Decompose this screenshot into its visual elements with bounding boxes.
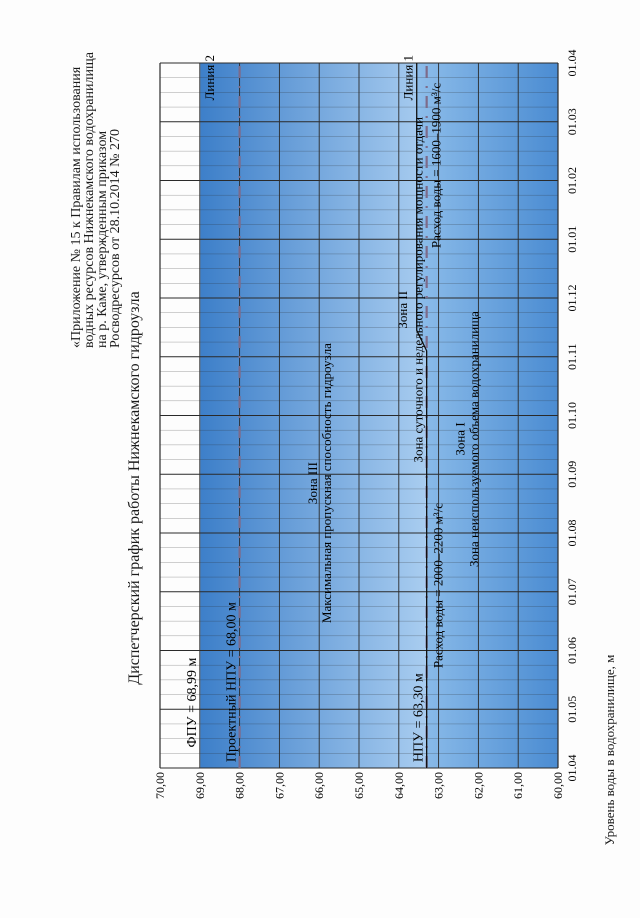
x-tick-label: 01.05 <box>565 695 579 723</box>
x-axis-ticks <box>565 50 579 782</box>
y-tick-label: 62,00 <box>471 772 486 799</box>
zone-1-text: Зона неиспользуемого объема водохранилища <box>466 311 482 567</box>
fpu-label: ФПУ = 68,99 м <box>185 657 201 748</box>
npu-label: НПУ = 63,30 м <box>411 673 427 763</box>
zone-2-text: Зона суточного и недельного регулирования мощности отдачи <box>410 116 426 463</box>
x-tick-label: 01.12 <box>565 284 579 312</box>
zone-3-text: Максимальная пропускная способность гидроузла <box>319 343 335 624</box>
x-tick-label: 01.08 <box>565 519 579 547</box>
y-tick-label: 60,00 <box>551 772 565 799</box>
line-2-label: Линия 2 <box>202 54 218 101</box>
y-tick-label: 67,00 <box>272 772 287 799</box>
x-tick-label: 01.04 <box>565 754 579 782</box>
y-tick-label: 63,00 <box>431 772 446 799</box>
zone-2-title: Зона II <box>394 290 410 329</box>
line-1-label: Линия 1 <box>400 54 416 101</box>
x-tick-label: 01.10 <box>565 402 579 429</box>
zone-1-title: Зона I <box>452 422 468 456</box>
y-tick-label: 68,00 <box>232 772 247 799</box>
y-axis-label: Уровень воды в водохранилище, м <box>602 654 617 846</box>
y-tick-label: 64,00 <box>391 772 406 799</box>
x-tick-label: 01.07 <box>565 578 579 606</box>
x-tick-label: 01.01 <box>565 225 579 253</box>
appendix-line: Росводресурсов от 28.10.2014 № 270 <box>108 129 123 348</box>
y-tick-label: 70,00 <box>153 772 167 799</box>
x-tick-label: 01.03 <box>565 108 579 136</box>
x-tick-label: 01.04 <box>565 49 579 77</box>
zone-3-title: Зона III <box>305 462 321 505</box>
y-axis-ticks <box>153 772 565 799</box>
y-tick-label: 65,00 <box>352 772 366 799</box>
x-tick-label: 01.02 <box>565 167 579 194</box>
x-tick-label: 01.09 <box>565 460 579 488</box>
design-npu-label: Проектный НПУ = 68,00 м <box>224 602 240 763</box>
appendix-line: «Приложение № 15 к Правилам использования <box>69 66 84 348</box>
y-tick-label: 69,00 <box>192 772 207 799</box>
x-tick-label: 01.06 <box>565 637 579 664</box>
discharge-label-1: Расход воды = 2000–2200 м³/с <box>430 502 446 669</box>
y-tick-label: 66,00 <box>312 772 327 799</box>
discharge-label-2: Расход воды = 1600–1900 м³/с <box>428 82 444 249</box>
appendix-line: водных ресурсов Нижнекамского водохранилища <box>82 52 97 348</box>
appendix-line: на р. Каме, утвержденным приказом <box>95 130 110 348</box>
y-tick-label: 61,00 <box>511 772 526 799</box>
chart-title: Диспетчерский график работы Нижнекамского гидроузла <box>126 291 143 685</box>
x-tick-label: 01.11 <box>565 343 579 371</box>
